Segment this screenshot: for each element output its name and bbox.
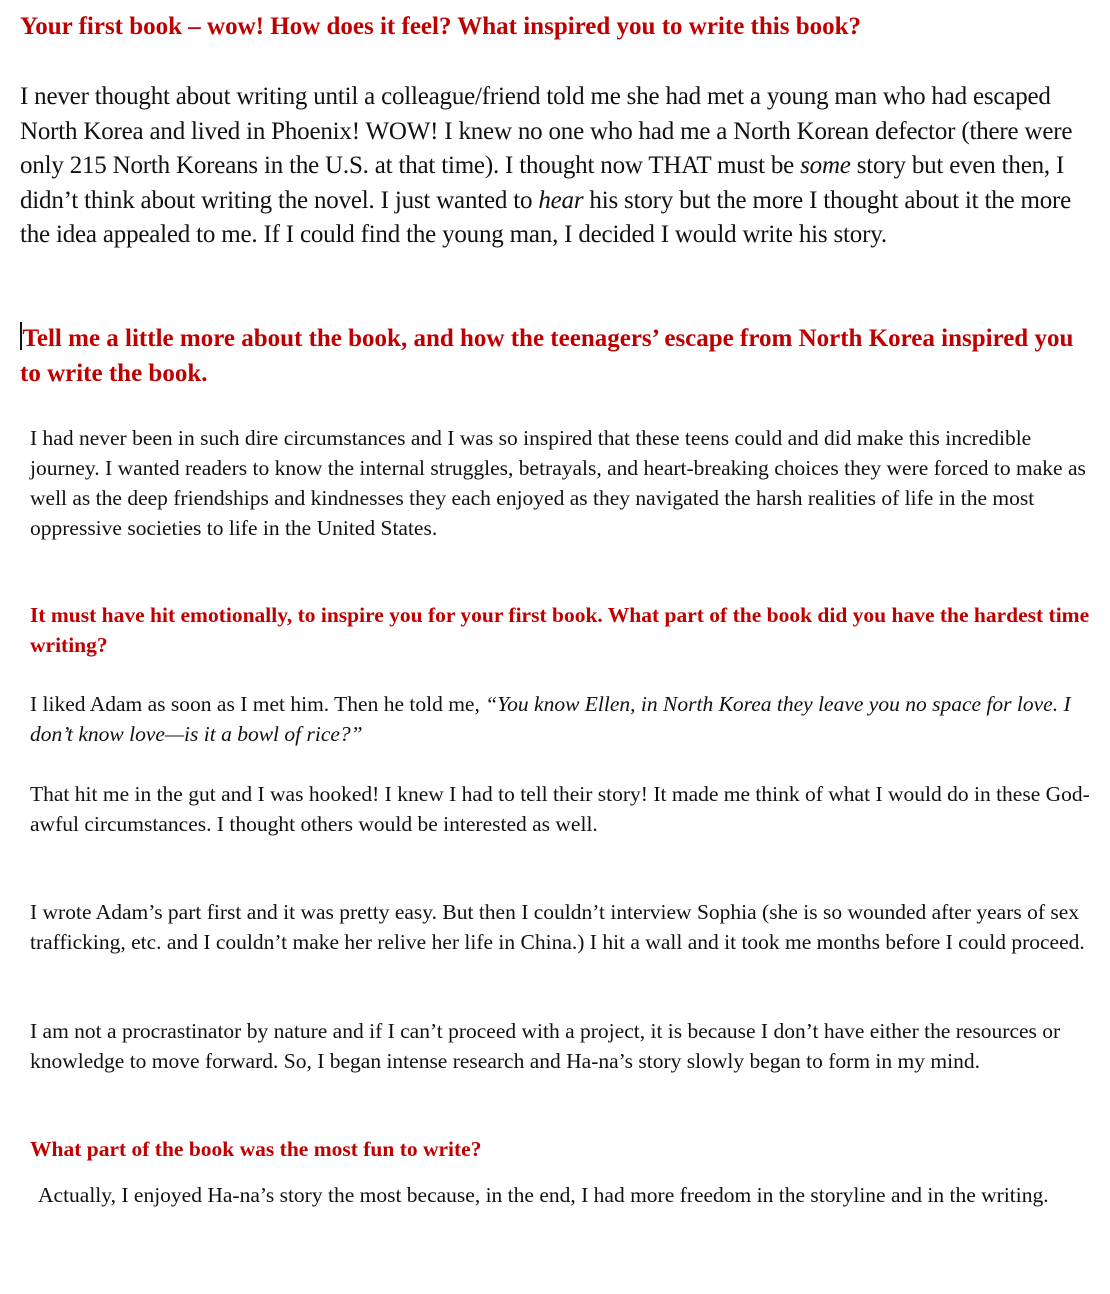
answer-first-book-emphasis-hear: hear — [538, 186, 584, 214]
adam-quote: “You know Ellen, in North Korea they leave you no space for love. I don’t know love—is it a bowl of rice?” — [30, 692, 1071, 746]
next-question-cut-off — [30, 1264, 620, 1294]
answer-first-book-emphasis-some: some — [800, 152, 851, 179]
answer-first-book-text-b: story but even then, I didn’t think about writing the novel. I just wanted to — [20, 152, 1065, 214]
question-first-book: Your first book – wow! How does it feel? What inspired you to write this book? — [20, 13, 862, 40]
question-hardest-part: It must have hit emotionally, to inspire you for your first book. What part of the book did you have the hardest time writing? — [30, 603, 1090, 657]
answer-teenagers-escape: I had never been in such dire circumstances and I was so inspired that these teens could and did make this incredible journey. I wanted readers to know the internal struggles, betrayals, and heart-breaking choices they were forced to make as well as the deep friendships and kindnesses they each enjoyed as they navigated the harsh realities of life in the most oppressive societies to life in the United States. — [30, 426, 1086, 540]
answer-hardest-part-sophia: I wrote Adam’s part first and it was pretty easy. But then I couldn’t interview Sophia (she is so wounded after years of sex trafficking, etc. and I couldn’t make her relive her life in China.) I hit a wall and it took me months before I could proceed. — [30, 900, 1085, 954]
text-cursor — [20, 322, 22, 350]
answer-hardest-part-quote — [30, 689, 1090, 749]
answer-hardest-part-lead: I liked Adam as soon as I met him. Then he told me, — [30, 692, 486, 716]
answer-most-fun: Actually, I enjoyed Ha-na’s story the most because, in the end, I had more freedom in the storyline and in the writing. — [38, 1183, 1049, 1207]
answer-hardest-part-research: I am not a procrastinator by nature and if I can’t proceed with a project, it is because I don’t have either the resources or knowledge to move forward. So, I began intense research and Ha-na’s story slowly began to form in my mind. — [30, 1019, 1061, 1073]
answer-first-book-text-a: I never thought about writing until a colleague/friend told me she had met a young man who had escaped North Korea and lived in Phoenix! WOW! I knew no one who had me a North Korean defector (there were only 215 North Koreans in the U.S. at that time). I thought now THAT must be — [20, 83, 1073, 179]
question-teenagers-escape — [20, 322, 1090, 391]
answer-first-book — [20, 80, 1090, 253]
answer-hardest-part-hooked: That hit me in the gut and I was hooked! I knew I had to tell their story! It made me think of what I would do in these God-awful circumstances. I thought others would be interested as well. — [30, 782, 1090, 836]
answer-first-book-text-c: his story but the more I thought about it the more the idea appealed to me. If I could find the young man, I decided I would write his story. — [20, 186, 1072, 248]
question-teenagers-escape-text: Tell me a little more about the book, and how the teenagers’ escape from North Korea inspired you to write the book. — [20, 325, 1074, 387]
question-most-fun: What part of the book was the most fun to write? — [30, 1137, 482, 1161]
